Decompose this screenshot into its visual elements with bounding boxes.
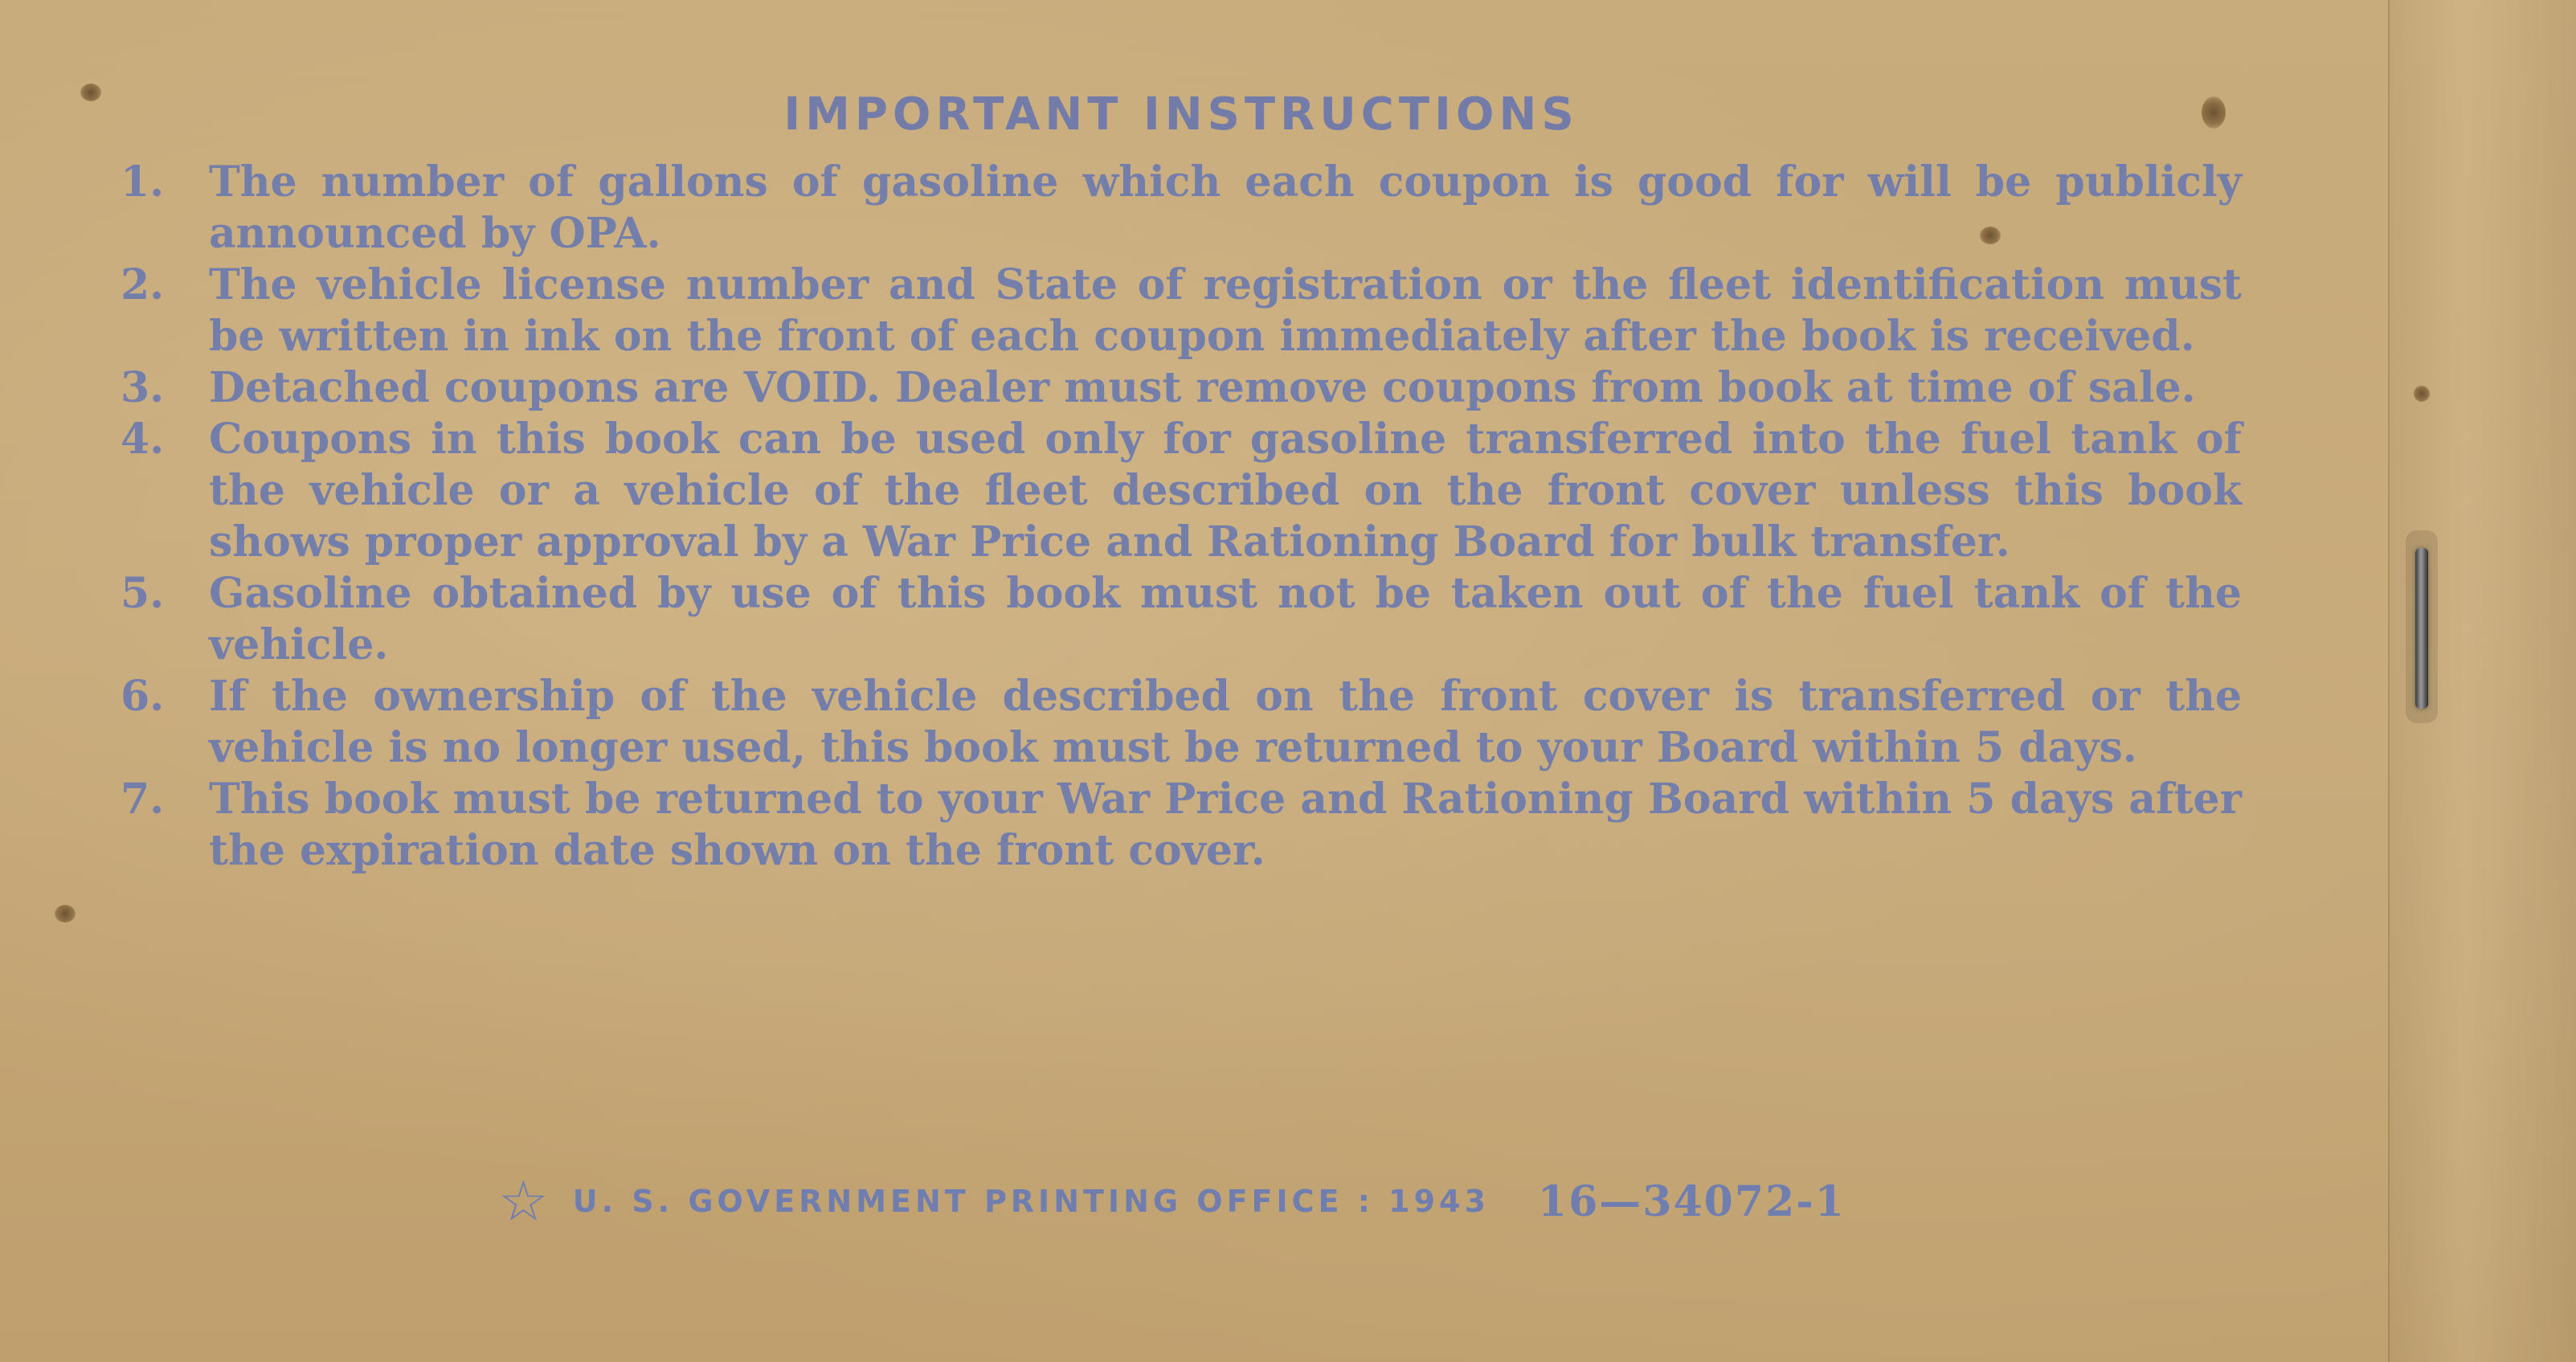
- instructions-heading: IMPORTANT INSTRUCTIONS: [783, 88, 1579, 141]
- instruction-text: If the ownership of the vehicle described on the front cover is transferred or the vehicle is no longer used, this book must be returned to your Board within 5 days.: [209, 672, 2242, 772]
- staple: [2415, 548, 2428, 709]
- pin-hole: [55, 905, 76, 922]
- instruction-text: This book must be returned to your War Price and Rationing Board within 5 days after the expiration date shown on the front cover.: [209, 775, 2242, 875]
- printer-line: U. S. GOVERNMENT PRINTING OFFICE : 1943: [572, 1184, 1490, 1219]
- instruction-number: 2.: [121, 260, 165, 309]
- instruction-text: The number of gallons of gasoline which each coupon is good for will be publicly announced by OPA.: [209, 157, 2242, 258]
- instruction-item: [121, 362, 2242, 414]
- instruction-number: 7.: [121, 775, 165, 824]
- instruction-text: The vehicle license number and State of registration or the fleet identification must be written in ink on the front of each coupon immediately after the book is received.: [209, 260, 2242, 361]
- instruction-text: Gasoline obtained by use of this book must not be taken out of the fuel tank of the vehicle.: [209, 569, 2242, 669]
- instruction-number: 4.: [121, 415, 165, 464]
- instruction-item: [121, 157, 2242, 260]
- instruction-item: [121, 568, 2242, 671]
- pin-hole: [80, 84, 101, 101]
- printer-imprint: [498, 1168, 1846, 1234]
- instruction-text: Detached coupons are VOID. Dealer must remove coupons from book at time of sale.: [209, 363, 2196, 412]
- instruction-number: 5.: [121, 569, 165, 618]
- instruction-number: 3.: [121, 363, 165, 412]
- instructions-block: [121, 88, 2242, 877]
- pin-hole: [2414, 386, 2430, 402]
- instruction-item: [121, 260, 2242, 362]
- instruction-item: [121, 414, 2242, 568]
- instruction-text: Coupons in this book can be used only for gasoline transferred into the fuel tank of the vehicle or a vehicle of the fleet described on the front cover unless this book shows proper approval by a War Price and Rationing Board for bulk transfer.: [209, 415, 2242, 566]
- instruction-item: [121, 671, 2242, 774]
- instruction-item: [121, 774, 2242, 877]
- star-icon: ☆: [498, 1168, 549, 1234]
- instruction-number: 6.: [121, 672, 165, 721]
- instruction-number: 1.: [121, 157, 165, 207]
- form-code: 16—34072-1: [1537, 1176, 1846, 1226]
